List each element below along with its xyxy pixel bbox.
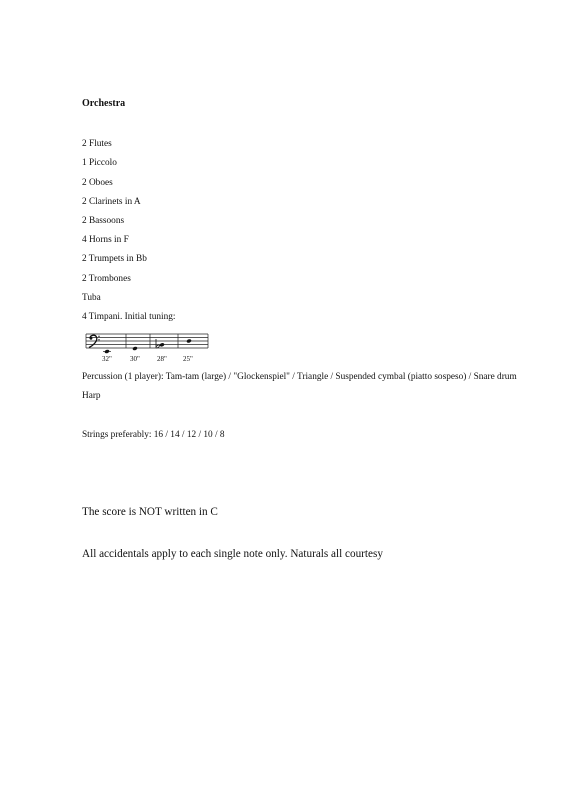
- instrument-piccolo: 1 Piccolo: [82, 158, 117, 168]
- instrument-horns: 4 Horns in F: [82, 235, 129, 245]
- instrument-timpani: 4 Timpani. Initial tuning:: [82, 312, 176, 322]
- instrument-bassoons: 2 Bassoons: [82, 216, 125, 226]
- page-title: Orchestra: [82, 98, 126, 109]
- drum-size-label-2: 30": [130, 355, 140, 363]
- instrument-flutes: 2 Flutes: [82, 139, 112, 149]
- instrument-trombones: 2 Trombones: [82, 274, 131, 284]
- instrument-tuba: Tuba: [82, 293, 101, 303]
- bass-clef-icon: [89, 335, 100, 347]
- timpani-tuning-svg: [82, 332, 222, 368]
- accidentals-note: All accidentals apply to each single note only. Naturals all courtesy: [82, 548, 383, 560]
- percussion-line: Percussion (1 player): Tam-tam (large) / "Glockenspiel" / Triangle / Suspended cymbal (piatto sospeso) / Snare drum: [82, 372, 517, 382]
- drum-size-label-3: 28": [157, 355, 167, 363]
- instrument-clarinets: 2 Clarinets in A: [82, 197, 141, 207]
- drum-size-label-4: 25": [183, 355, 193, 363]
- note-c: [103, 349, 111, 354]
- score-transposition-note: The score is NOT written in C: [82, 506, 218, 518]
- instrument-oboes: 2 Oboes: [82, 178, 113, 188]
- drum-size-label-1: 32": [102, 355, 112, 363]
- strings-line: Strings preferably: 16 / 14 / 12 / 10 / 8: [82, 430, 225, 440]
- instrument-trumpets: 2 Trumpets in Bb: [82, 254, 147, 264]
- note-e: [132, 346, 138, 351]
- timpani-tuning-staff: [82, 332, 222, 368]
- note-b-flat: [156, 339, 165, 348]
- note-d: [186, 339, 192, 344]
- instrument-harp: Harp: [82, 391, 101, 401]
